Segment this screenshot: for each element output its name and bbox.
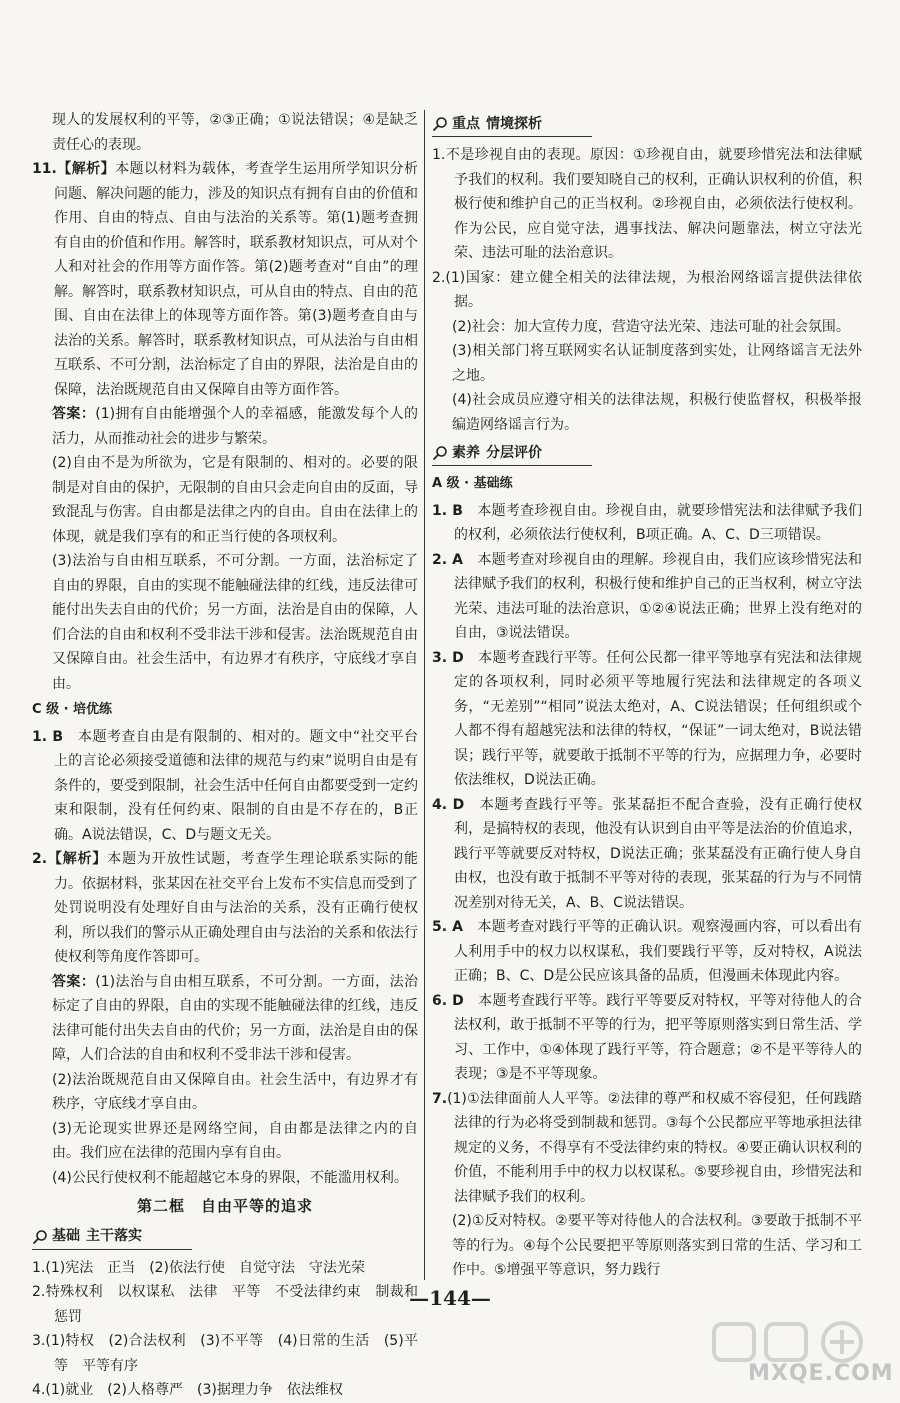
question-11-number: 11. xyxy=(32,161,57,177)
c-answer-4: (4)公民行使权利不能超越它本身的界限，不能滥用权利。 xyxy=(52,1169,408,1186)
a-question-4-number: 4. D xyxy=(432,796,465,813)
a-question-2 xyxy=(432,548,862,646)
a-question-3 xyxy=(432,646,862,793)
heading-basic-sub: 主干落实 xyxy=(86,1228,142,1245)
a-level-heading: A 级 · 基础练 xyxy=(432,476,513,491)
heading-evaluation-word: 素养 xyxy=(452,444,480,461)
a-question-7-number: 7. xyxy=(432,1090,448,1107)
basic-item-2: 2.特殊权利 以权谋私 法律 平等 不受法律约束 制裁和惩罚 xyxy=(32,1284,418,1325)
answer-label: 答案： xyxy=(52,973,96,990)
a-question-4 xyxy=(432,793,862,916)
a-question-3-text: 本题考查践行平等。任何公民都一律平等地享有宪法和法律规定的各项权利，同时必须平等地履行宪法和法律规定的各项义务，“无差别”“相同”说法太绝对，A、C说法错误；任何组织或个人都不得有超越宪法和法律的特权，“保证”一词太绝对，B说法错误；践行平等，就要敢于抵制不平等的行为，应据理力争，必要时依法维权，D说法正确。 xyxy=(454,649,863,788)
right-column xyxy=(432,108,862,1283)
a-question-7 xyxy=(432,1087,862,1210)
left-column xyxy=(32,108,418,1403)
a-question-1-text: 本题考查珍视自由。珍视自由，就要珍惜宪法和法律赋予我们的权利，必须依法行使权利，B项正确。A、C、D三项错误。 xyxy=(454,502,862,543)
heading-evaluation-sub: 分层评价 xyxy=(486,444,542,461)
heading-evaluation xyxy=(432,441,592,466)
a-question-1-number: 1. B xyxy=(432,502,463,519)
a-question-2-text: 本题考查对珍视自由的理解。珍视自由，我们应该珍惜宪法和法律赋予我们的权利，积极行使和维护自己的正当权利，树立守法光荣、违法可耻的法治意识，①②④说法正确；世界上没有绝对的自由，③说法错误。 xyxy=(454,551,863,641)
c-level-heading: C 级 · 培优练 xyxy=(32,702,113,717)
a-question-5-number: 5. A xyxy=(432,919,464,935)
c-question-1-text: 本题考查自由是有限制的、相对的。题文中“社交平台上的言论必须接受道德和法律的规范与约束”说明自由是有条件的，要受到限制，社会生活中任何自由都要受到一定约束和限制，没有任何约束、限制的自由是不存在的，B正确。A说法错误，C、D与题文无关。 xyxy=(54,728,418,843)
focus-item-2a: 2.(1)国家：建立健全相关的法律法规，为根治网络谣言提供法律依据。 xyxy=(432,269,862,310)
c-question-1-number: 1. B xyxy=(32,728,64,745)
focus-item-1: 1.不是珍视自由的表现。原因：①珍视自由，就要珍惜宪法和法律赋予我们的权利。我们要知晓自己的权利，正确认识权利的价值，积极行使和维护自己的正当权利。②珍视自由，必须依法行使权利。作为公民，应自觉守法，遇事找法、解决问题靠法，树立守法光荣、违法可耻的法治意识。 xyxy=(432,147,862,261)
a-question-7-part-2: (2)①反对特权。②要平等对待他人的合法权利。③要敢于抵制不平等的行为。④每个公民要把平等原则落实到日常的生活、学习和工作中。⑤增强平等意识，努力践行 xyxy=(452,1213,862,1278)
continued-answer: 现人的发展权利的平等，②③正确；①说法错误；④是缺乏责任心的表现。 xyxy=(52,112,418,153)
a-question-5 xyxy=(432,915,862,989)
column-divider xyxy=(424,110,425,1280)
answer-1 xyxy=(32,402,418,451)
basic-item-3: 3.(1)特权 (2)合法权利 (3)不平等 (4)日常的生活 (5)平等 平等有序 xyxy=(32,1333,418,1374)
watermark-text: MXQE.COM xyxy=(748,1361,894,1386)
c-question-1 xyxy=(32,725,418,848)
a-question-4-text: 本题考查践行平等。张某磊拒不配合查验，没有正确行使权利，是搞特权的表现，他没有认识到自由平等是法治的价值追求，践行平等就要反对特权，D说法正确；张某磊没有正确行使人身自由权，也没有敢于抵制不平等对待的表现，张某磊的行为与不同情况差别对待无关，A、B、C说法错误。 xyxy=(454,796,863,911)
watermark-logo xyxy=(710,1318,890,1364)
magnifier-icon xyxy=(432,116,448,132)
analysis-tag: 【解析】 xyxy=(47,851,108,867)
answer-label: 答案： xyxy=(52,406,96,422)
a-question-3-number: 3. D xyxy=(432,649,464,666)
question-11 xyxy=(32,157,418,402)
a-question-2-number: 2. A xyxy=(432,551,464,568)
answer-1-text: (1)拥有自由能增强个人的幸福感，能激发每个人的活力，从而推动社会的进步与繁荣。 xyxy=(52,406,418,447)
a-question-6-number: 6. D xyxy=(432,992,464,1009)
c-question-2-number: 2. xyxy=(32,851,48,867)
c-answer-2: (2)法治既规范自由又保障自由。社会生活中，有边界才有秩序，守底线才享自由。 xyxy=(52,1071,418,1112)
page-number: —144— xyxy=(409,1286,491,1310)
heading-basic-word: 基础 xyxy=(52,1228,80,1245)
c-answer-1-text: (1)法治与自由相互联系，不可分割。一方面，法治标定了自由的界限，自由的实现不能触碰法律的红线，违反法律可能付出失去自由的代价；另一方面，法治是自由的保障，人们合法的自由和权利不受非法干涉和侵害。 xyxy=(52,973,418,1063)
c-question-2 xyxy=(32,847,418,970)
c-answer-1 xyxy=(32,970,418,1068)
a-question-6-text: 本题考查践行平等。践行平等要反对特权，平等对待他人的合法权利，敢于抵制不平等的行为，把平等原则落实到日常生活、学习、工作中，①④体现了践行平等，符合题意；②不是平等待人的表现；③是不平等现象。 xyxy=(454,992,863,1082)
a-question-5-text: 本题考查对践行平等的正确认识。观察漫画内容，可以看出有人利用手中的权力以权谋私，我们要践行平等，反对特权，A说法正确；B、C、D是公民应该具备的品质，但漫画未体现此内容。 xyxy=(454,919,863,984)
a-question-6 xyxy=(432,989,862,1087)
magnifier-icon xyxy=(432,445,448,461)
section-title: 第二框 自由平等的追求 xyxy=(136,1197,313,1215)
basic-item-4: 4.(1)就业 (2)人格尊严 (3)据理力争 依法维权 xyxy=(32,1382,343,1398)
heading-basic xyxy=(32,1225,192,1250)
c-question-2-analysis: 本题为开放性试题，考查学生理论联系实际的能力。依据材料，张某因在社交平台上发布不实信息而受到了处罚说明没有处理好自由与法治的关系，没有正确行使权利，所以我们的警示从正确处理自由与法治的关系和依法行使权利等角度作答即可。 xyxy=(54,851,418,965)
a-question-7-text: (1)①法律面前人人平等。②法律的尊严和权威不容侵犯，任何践踏法律的行为必将受到制裁和惩罚。③每个公民都应平等地承担法律规定的义务，不得享有不受法律约束的特权。④要正确认识权利的价值，不能利用手中的权力以权谋私。⑤要珍视自由，珍惜宪法和法律赋予我们的权利。 xyxy=(447,1090,862,1205)
answer-2: (2)自由不是为所欲为，它是有限制的、相对的。必要的限制是对自由的保护，无限制的自由只会走向自由的反面，导致混乱与伤害。自由都是法律之内的自由。自由在法律上的体现，就是我们享有的和正当行使的各项权利。 xyxy=(52,455,418,545)
analysis-tag: 【解析】 xyxy=(56,161,116,177)
a-question-1 xyxy=(432,499,862,548)
magnifier-icon xyxy=(32,1229,48,1245)
heading-focus-word: 重点 xyxy=(452,115,480,132)
basic-item-1: 1.(1)宪法 正当 (2)依法行使 自觉守法 守法光荣 xyxy=(32,1259,366,1276)
focus-item-2b: (2)社会：加大宣传力度，营造守法光荣、违法可耻的社会氛围。 xyxy=(452,318,850,335)
c-answer-3: (3)无论现实世界还是网络空间，自由都是法律之内的自由。我们应在法律的范围内享有自由。 xyxy=(52,1120,418,1161)
question-11-analysis: 本题以材料为载体，考查学生运用所学知识分析问题、解决问题的能力，涉及的知识点有拥有自由的价值和作用、自由的特点、自由与法治的关系等。第(1)题考查拥有自由的价值和作用。解答时，联系教材知识点，可从对个人和对社会的作用等方面作答。第(2)题考查对“自由”的理解。解答时，联系教材知识点，可从自由的特点、自由的范围、自由在法律上的体现等方面作答。第(3)题考查自由与法治的关系。解答时，联系教材知识点，可从法治与自由相互联系、不可分割，法治标定了自由的界限，法治是自由的保障，法治既规范自由又保障自由等方面作答。 xyxy=(54,161,419,398)
heading-focus-sub: 情境探析 xyxy=(486,115,542,132)
focus-item-2d: (4)社会成员应遵守相关的法律法规，积极行使监督权，积极举报编造网络谣言行为。 xyxy=(452,392,862,433)
answer-3: (3)法治与自由相互联系，不可分割。一方面，法治标定了自由的界限，自由的实现不能触碰法律的红线，违反法律可能付出失去自由的代价；另一方面，法治是自由的保障，人们合法的自由和权利不受非法干涉和侵害。法治既规范自由又保障自由。社会生活中，有边界才有秩序，守底线才享自由。 xyxy=(52,553,418,692)
focus-item-2c: (3)相关部门将互联网实名认证制度落到实处，让网络谣言无法外之地。 xyxy=(452,343,862,384)
heading-focus xyxy=(432,112,592,137)
